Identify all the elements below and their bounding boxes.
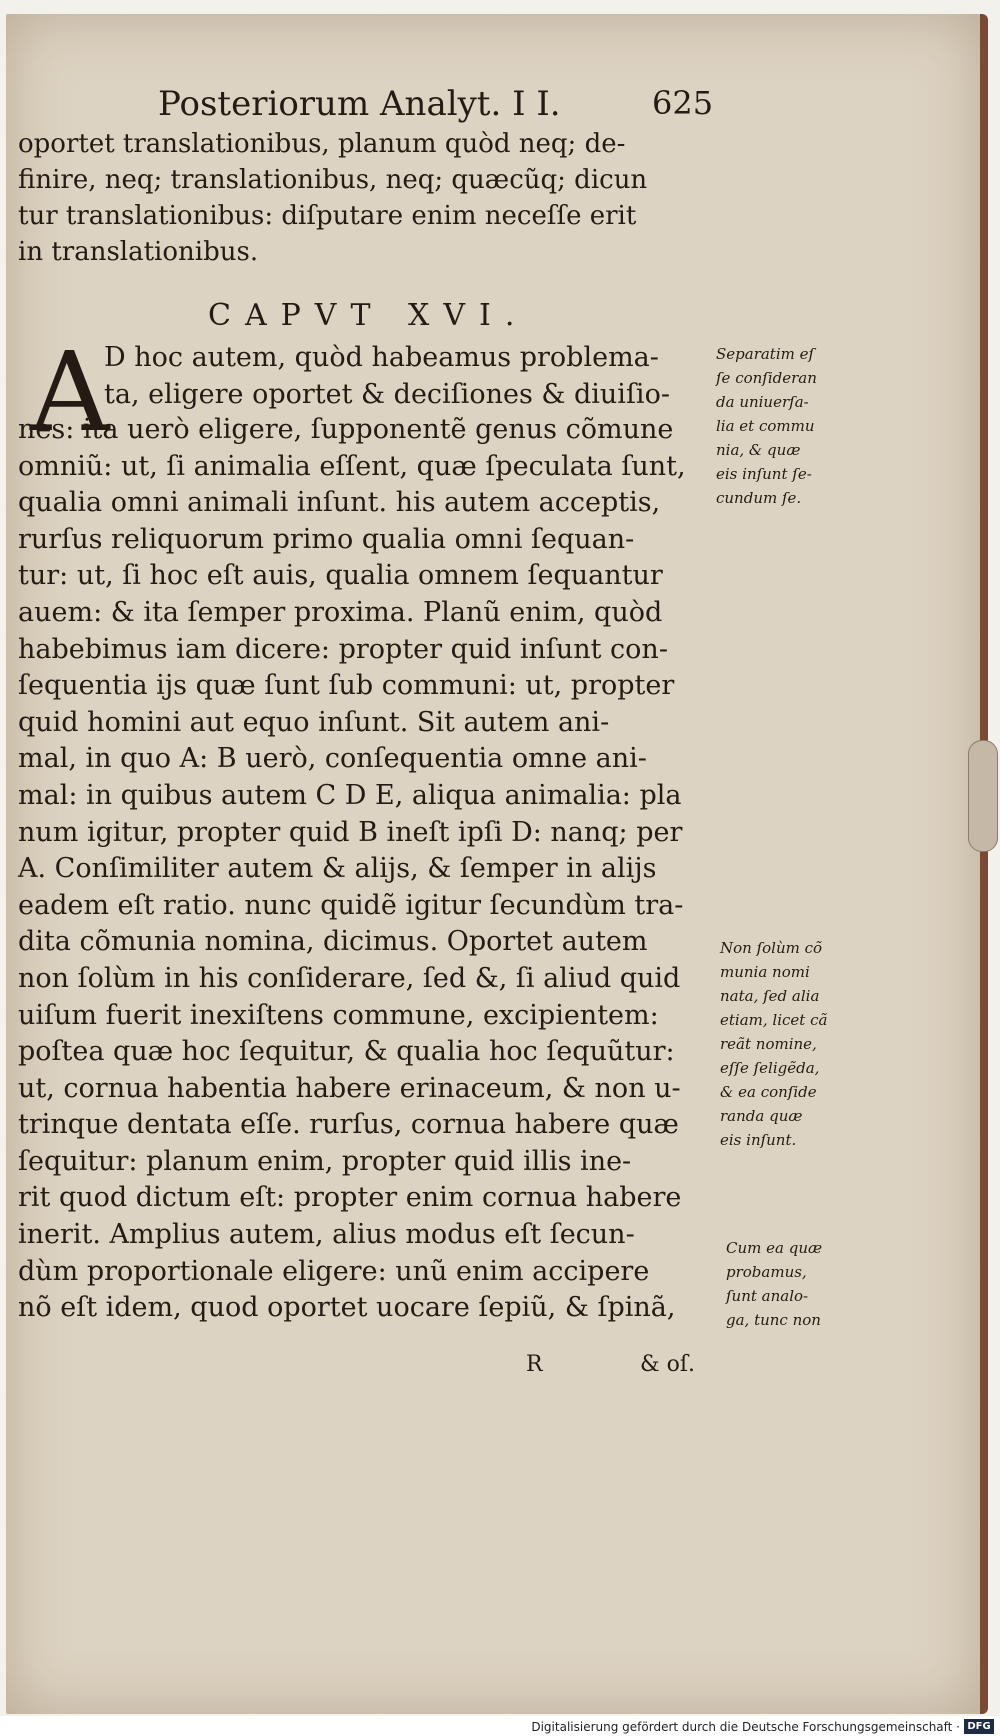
note-line: lia et commu xyxy=(716,417,815,435)
page-clip-tab xyxy=(968,740,998,852)
marginal-note xyxy=(720,936,827,1152)
text-line: inerit. Amplius autem, alius modus eſt ſecun- xyxy=(18,1219,635,1251)
note-line: & ea conſide xyxy=(720,1083,817,1101)
text-line: num igitur, propter quid B ineſt ipſi D: nanq; per xyxy=(18,816,683,848)
text-line: trinque dentata eſſe. rurſus, cornua habere quæ xyxy=(18,1109,679,1141)
dfg-logo: DFG xyxy=(964,1719,994,1734)
note-line: probamus, xyxy=(726,1263,807,1281)
note-line: munia nomi xyxy=(720,963,810,981)
text-line: tur: ut, ſi hoc eſt auis, qualia omnem ſequantur xyxy=(18,560,663,592)
text-line: non ſolùm in his conſiderare, ſed &, ſi aliud quid xyxy=(18,962,681,994)
text-line: rurſus reliquorum primo qualia omni ſequan- xyxy=(18,523,635,555)
text-line: A. Conſimiliter autem & alijs, & ſemper in alijs xyxy=(18,853,657,885)
page-number: 625 xyxy=(652,84,714,122)
chapter-heading: CAPVT XVI. xyxy=(208,298,529,333)
funding-credit: Digitalisierung gefördert durch die Deutsche Forschungsgemeinschaft · xyxy=(531,1720,960,1734)
text-line: auem: & ita ſemper proxima. Planũ enim, quòd xyxy=(18,596,663,628)
note-line: ga, tunc non xyxy=(726,1311,821,1329)
text-line: ta, eligere oportet & deciſiones & diuiſio- xyxy=(104,378,670,410)
text-line: mal, in quo A: B uerò, conſequentia omne ani- xyxy=(18,743,647,775)
note-line: nata, ſed alia xyxy=(720,987,820,1005)
note-line: Non ſolùm cõ xyxy=(720,939,823,957)
main-text xyxy=(18,412,686,1327)
note-line: randa quæ xyxy=(720,1107,803,1125)
text-line: omniũ: ut, ſi animalia eſſent, quæ ſpeculata ſunt, xyxy=(18,450,686,482)
text-line: habebimus iam dicere: propter quid inſunt con- xyxy=(18,633,668,665)
text-line: dùm proportionale eligere: unũ enim accipere xyxy=(18,1255,650,1287)
top-paragraph xyxy=(18,126,718,270)
note-line: ſunt analo- xyxy=(726,1287,809,1305)
text-line: eadem eſt ratio. nunc quidẽ igitur ſecundùm tra- xyxy=(18,889,684,921)
text-line: qualia omni animali inſunt. his autem acceptis, xyxy=(18,487,661,519)
drop-cap-initial: A xyxy=(30,328,110,456)
running-head: Posteriorum Analyt. I I. xyxy=(158,84,561,124)
text-line: oportet translationibus, planum quòd neq; de- xyxy=(18,129,626,159)
text-line: dita cõmunia nomina, dicimus. Oportet autem xyxy=(18,926,648,958)
text-line: ſequentia ijs quæ ſunt ſub communi: ut, propter xyxy=(18,670,675,702)
note-line: Cum ea quæ xyxy=(726,1239,823,1257)
note-line: cundum ſe. xyxy=(716,489,802,507)
text-line: ſequitur: planum enim, propter quid illis ine- xyxy=(18,1145,632,1177)
marginal-note xyxy=(716,342,817,510)
note-line: ſe conſideran xyxy=(716,369,817,387)
signature-mark: R xyxy=(526,1352,543,1377)
text-line: nõ eſt idem, quod oportet uocare ſepiũ, & ſpinã, xyxy=(18,1292,676,1324)
text-line: finire, neq; translationibus, neq; quæcũq; dicun xyxy=(18,165,648,195)
text-line: uiſum fuerit inexiſtens commune, excipientem: xyxy=(18,999,659,1031)
text-line: D hoc autem, quòd habeamus problema- xyxy=(104,342,659,373)
note-line: nia, & quæ xyxy=(716,441,801,459)
note-line: reãt nomine, xyxy=(720,1035,817,1053)
note-line: da uniuerſa- xyxy=(716,393,809,411)
text-line: mal: in quibus autem C D E, aliqua animalia: pla xyxy=(18,779,682,811)
text-line: poſtea quæ hoc ſequitur, & qualia hoc ſequũtur: xyxy=(18,1036,675,1068)
main-text-indented xyxy=(104,340,670,413)
marginal-note xyxy=(726,1236,822,1332)
text-line: quid homini aut equo inſunt. Sit autem ani- xyxy=(18,706,610,738)
note-line: Separatim eſ xyxy=(716,345,815,363)
note-line: eis inſunt. xyxy=(720,1131,797,1149)
note-line: etiam, licet cã xyxy=(720,1011,828,1029)
note-line: eis inſunt ſe- xyxy=(716,465,812,483)
text-line: nes: ita uerò eligere, ſupponentẽ genus cõmune xyxy=(18,414,674,445)
text-line: rit quod dictum eſt: propter enim cornua habere xyxy=(18,1182,682,1214)
catchword: & oſ. xyxy=(640,1352,695,1377)
text-line: in translationibus. xyxy=(18,237,259,267)
text-line: tur translationibus: diſputare enim neceſſe erit xyxy=(18,201,637,231)
note-line: eſſe ſeligẽda, xyxy=(720,1059,820,1077)
text-line: ut, cornua habentia habere erinaceum, & non u- xyxy=(18,1072,681,1104)
